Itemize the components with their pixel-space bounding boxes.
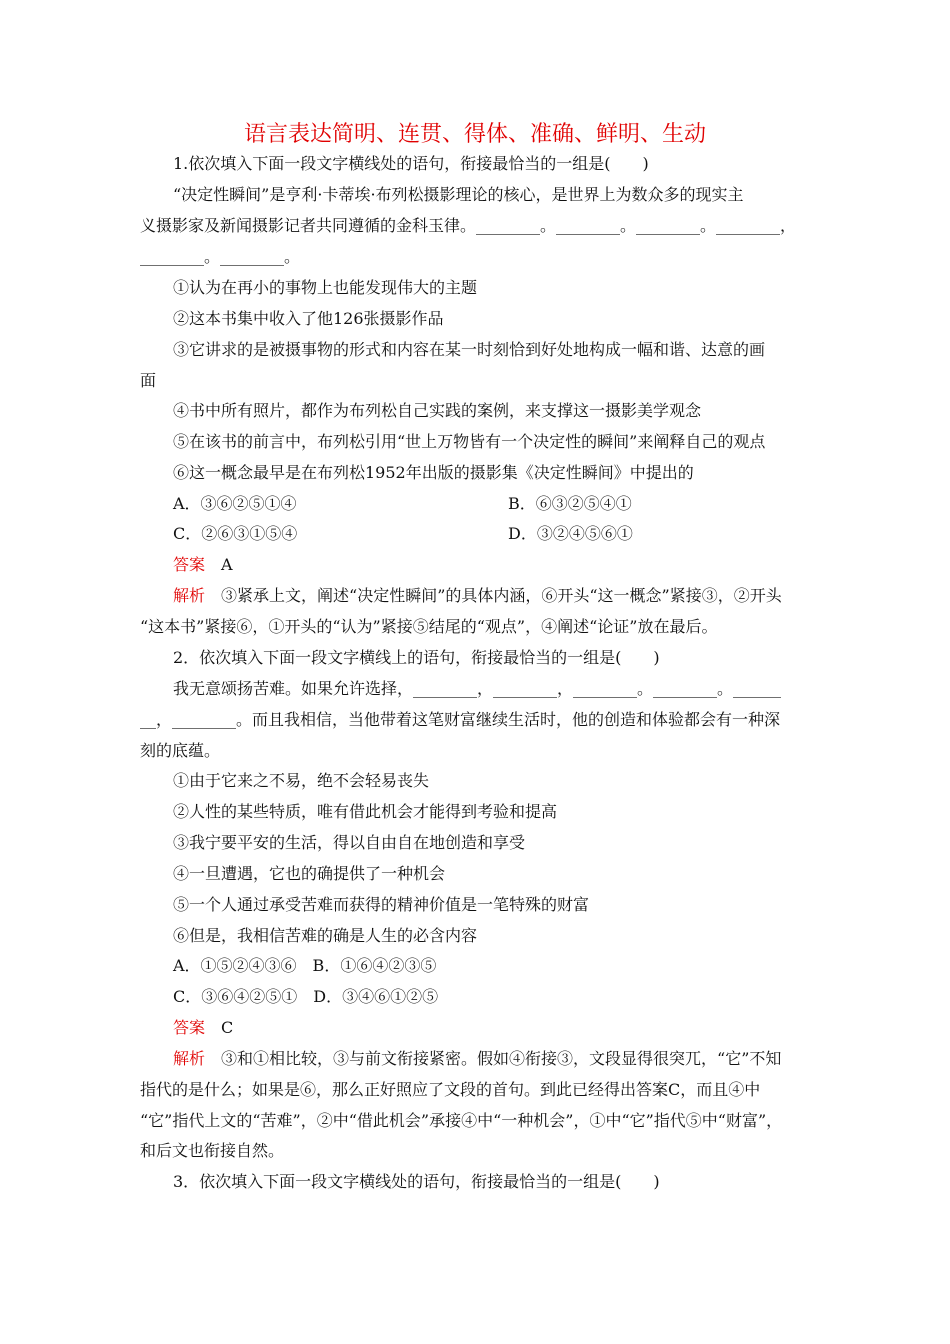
q2-analysis — [173, 1048, 813, 1070]
q2-options-cd: C．③⑥④②⑤① D．③④⑥①②⑤ — [173, 987, 439, 1006]
q1-item-continued: 面 — [140, 371, 157, 390]
q2-analysis-line: 指代的是什么；如果是⑥，那么正好照应了文段的首句。到此已经得出答案C，而且④中 — [140, 1080, 761, 1099]
q1-stem: 1.依次填入下面一段文字横线处的语句，衔接最恰当的一组是( ) — [173, 154, 649, 173]
q1-passage-line: “决定性瞬间”是亨利·卡蒂埃·布列松摄影理论的核心，是世界上为数众多的现实主 — [173, 185, 744, 204]
answer-label: 答案 — [173, 555, 206, 574]
q1-analysis — [173, 585, 813, 607]
page-title: 语言表达简明、连贯、得体、准确、鲜明、生动 — [243, 122, 706, 147]
q1-option-a: A．③⑥②⑤①④ — [173, 494, 297, 513]
answer-value: A — [221, 555, 233, 574]
q2-analysis-line: 和后文也衔接自然。 — [140, 1141, 285, 1160]
q1-option-b: B．⑥③②⑤④① — [508, 494, 632, 513]
q2-passage-line: __，________。而且我相信，当他带着这笔财富继续生活时，他的创造和体验都会有一种深 — [140, 710, 781, 729]
q2-options-ab: A．①⑤②④③⑥ B．①⑥④②③⑤ — [173, 956, 437, 975]
q1-item: ②这本书集中收入了他126张摄影作品 — [173, 309, 444, 328]
q1-item: ⑤在该书的前言中，布列松引用“世上万物皆有一个决定性的瞬间”来阐释自己的观点 — [173, 432, 766, 451]
q1-item: ⑥这一概念最早是在布列松1952年出版的摄影集《决定性瞬间》中提出的 — [173, 463, 694, 482]
q1-passage-line: 义摄影家及新闻摄影记者共同遵循的金科玉律。________。________。________。________， — [140, 216, 797, 235]
analysis-label: 解析 — [173, 586, 206, 605]
q2-analysis-line: “它”指代上文的“苦难”，②中“借此机会”承接④中“一种机会”，①中“它”指代⑤中“财富”， — [140, 1111, 783, 1130]
q2-item: ③我宁要平安的生活，得以自由自在地创造和享受 — [173, 833, 526, 852]
q2-item: ②人性的某些特质，唯有借此机会才能得到考验和提高 — [173, 802, 558, 821]
q2-stem: 2．依次填入下面一段文字横线上的语句，衔接最恰当的一组是( ) — [173, 648, 660, 667]
answer-label: 答案 — [173, 1018, 206, 1037]
analysis-text: ③紧承上文，阐述“决定性瞬间”的具体内涵，⑥开头“这一概念”紧接③，②开头 — [221, 586, 782, 605]
q3-stem: 3．依次填入下面一段文字横线处的语句，衔接最恰当的一组是( ) — [173, 1172, 660, 1191]
q1-option-c: C．②⑥③①⑤④ — [173, 524, 298, 543]
q1-answer — [173, 554, 813, 576]
q2-item: ⑤一个人通过承受苦难而获得的精神价值是一笔特殊的财富 — [173, 895, 590, 914]
answer-value: C — [221, 1018, 234, 1037]
analysis-label: 解析 — [173, 1049, 206, 1068]
analysis-text: ③和①相比较，③与前文衔接紧密。假如④衔接③，文段显得很突兀，“它”不知 — [221, 1049, 782, 1068]
q2-passage-line: 刻的底蕴。 — [140, 741, 221, 760]
q1-analysis-line: “这本书”紧接⑥，①开头的“认为”紧接⑤结尾的“观点”，④阐述“论证”放在最后。 — [140, 617, 718, 636]
q2-answer — [173, 1017, 813, 1039]
q2-item: ④一旦遭遇，它也的确提供了一种机会 — [173, 864, 446, 883]
q1-item: ④书中所有照片，都作为布列松自己实践的案例，来支撑这一摄影美学观念 — [173, 401, 702, 420]
q1-item: ①认为在再小的事物上也能发现伟大的主题 — [173, 278, 478, 297]
q1-item: ③它讲求的是被摄事物的形式和内容在某一时刻恰到好处地构成一幅和谐、达意的画 — [173, 340, 766, 359]
q2-passage-line: 我无意颂扬苦难。如果允许选择，________，________，________。________。______ — [173, 679, 782, 698]
q1-option-d: D．③②④⑤⑥① — [508, 524, 633, 543]
q2-item: ①由于它来之不易，绝不会轻易丧失 — [173, 771, 430, 790]
q2-item: ⑥但是，我相信苦难的确是人生的必含内容 — [173, 926, 478, 945]
q1-passage-line: ________。________。 — [140, 247, 301, 266]
